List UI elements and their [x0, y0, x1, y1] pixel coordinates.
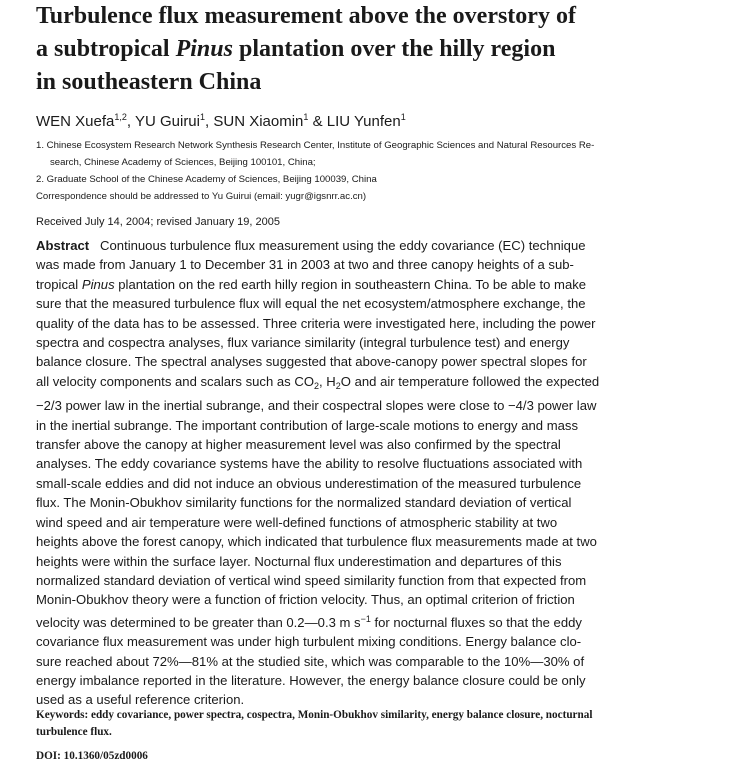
- abstract-line: sure that the measured turbulence flux will equal the net ecosystem/atmosphere exchange, the: [36, 296, 586, 312]
- author-separator: &: [308, 113, 327, 130]
- abstract-line: analyses. The eddy covariance systems have the ability to resolve fluctuations associated with: [36, 456, 583, 472]
- author-name: WEN Xuefa: [36, 113, 115, 130]
- abstract-text: plantation on the red earth hilly region in southeastern China. To be able to make: [114, 276, 587, 292]
- abstract-line: [36, 275, 696, 294]
- affiliation-1-line-1: 1. Chinese Ecosystem Research Network Synthesis Research Center, Institute of Geographic Sciences and Natural Resources Re-: [36, 140, 595, 151]
- abstract-line: spectra and cospectra analyses, flux variance similarity (integral turbulence test) and energy: [36, 335, 570, 351]
- abstract-line: flux. The Monin-Obukhov similarity functions for the normalized standard deviation of vertical: [36, 495, 572, 511]
- abstract-line: normalized standard deviation of vertical wind speed similarity function from that expected from: [36, 572, 587, 588]
- affiliation-2: 2. Graduate School of the Chinese Academy of Sciences, Beijing 100039, China: [36, 174, 377, 185]
- title-line-1: Turbulence flux measurement above the overstory of: [36, 3, 576, 29]
- abstract-line: heights were within the surface layer. Nocturnal flux underestimation and departures of this: [36, 553, 562, 569]
- author-affiliation-marker: 1: [400, 112, 406, 122]
- abstract-line: used as a useful reference criterion.: [36, 692, 245, 708]
- author-affiliation-marker: 1,2: [114, 112, 127, 122]
- abstract-line: [36, 372, 696, 396]
- keywords: [36, 707, 716, 741]
- correspondence-note: Correspondence should be addressed to Yu Guirui (email: yugr@igsnrr.ac.cn): [36, 191, 367, 202]
- superscript: −1: [360, 613, 371, 624]
- title-text: a subtropical: [36, 36, 176, 62]
- author-affiliation-marker: 1: [200, 112, 206, 122]
- title-line-2: [36, 33, 696, 66]
- abstract-line: −2/3 power law in the inertial subrange, and their cospectral slopes were close to −4/3 power law: [36, 398, 597, 414]
- abstract-text: velocity was determined to be greater than 0.2—0.3 m s: [36, 614, 361, 630]
- abstract-text: for nocturnal fluxes so that the eddy: [370, 614, 582, 630]
- abstract-line: balance closure. The spectral analyses suggested that above-canopy power spectral slopes for: [36, 354, 587, 370]
- abstract-line: in the inertial subrange. The important contribution of large-scale motions to energy and mass: [36, 417, 578, 433]
- abstract-line: Monin-Obukhov theory were a function of friction velocity. Thus, an optimal criterion of friction: [36, 592, 575, 608]
- abstract-line: [36, 236, 696, 255]
- author-name: SUN Xiaomin: [213, 113, 304, 130]
- subscript: 2: [314, 380, 320, 391]
- abstract-text: , H: [319, 373, 336, 389]
- abstract-text: Continuous turbulence flux measurement using the eddy covariance (EC) technique: [100, 238, 586, 253]
- author-separator: ,: [126, 113, 135, 130]
- abstract-line: heights above the forest canopy, which indicated that turbulence flux measurements made at two: [36, 534, 597, 550]
- abstract-line: wind speed and air temperature were well-defined functions of atmospheric stability at two: [36, 514, 558, 530]
- doi: DOI: 10.1360/05zd0006: [36, 750, 148, 762]
- abstract-italic-term: Pinus: [81, 276, 115, 292]
- affiliation-list: [36, 137, 716, 205]
- abstract-line: covariance flux measurement was under high turbulent mixing conditions. Energy balance clo-: [36, 634, 582, 650]
- affiliation-1-line-2: search, Chinese Academy of Sciences, Beijing 100101, China;: [50, 157, 316, 168]
- abstract-heading: Abstract: [36, 238, 90, 253]
- abstract-line: sure reached about 72%—81% at the studied site, which was comparable to the 10%—30% of: [36, 653, 585, 669]
- abstract: [36, 236, 696, 710]
- author-separator: ,: [205, 113, 214, 130]
- abstract-text: all velocity components and scalars such as CO: [36, 373, 315, 389]
- author-list: [36, 107, 406, 132]
- abstract-line: [36, 610, 696, 632]
- keywords-line-2: turbulence flux.: [36, 726, 112, 738]
- abstract-text: tropical: [36, 276, 82, 292]
- subscript: 2: [335, 380, 341, 391]
- abstract-line: transfer above the canopy at higher measurement level was also confirmed by the spectral: [36, 437, 561, 453]
- abstract-line: was made from January 1 to December 31 in 2003 at two and three canopy heights of a sub-: [36, 257, 574, 273]
- abstract-text: O and air temperature followed the expected: [340, 373, 600, 389]
- received-dates: Received July 14, 2004; revised January 19, 2005: [36, 216, 280, 228]
- keywords-line-1: Keywords: eddy covariance, power spectra, cospectra, Monin-Obukhov similarity, energy balance closure, nocturnal: [36, 709, 593, 721]
- abstract-line: energy imbalance reported in the literature. However, the energy balance closure could be only: [36, 672, 586, 688]
- abstract-line: small-scale eddies and did not induce an obvious underestimation of the measured turbulence: [36, 475, 582, 491]
- title-line-3: in southeastern China: [36, 69, 262, 95]
- author-name: LIU Yunfen: [326, 113, 401, 130]
- paper-title: [36, 0, 696, 99]
- title-text: plantation over the hilly region: [232, 36, 556, 62]
- abstract-line: quality of the data has to be assessed. Three criteria were investigated here, including the power: [36, 315, 596, 331]
- author-affiliation-marker: 1: [303, 112, 309, 122]
- title-italic-term: Pinus: [175, 36, 233, 62]
- author-name: YU Guirui: [134, 113, 200, 130]
